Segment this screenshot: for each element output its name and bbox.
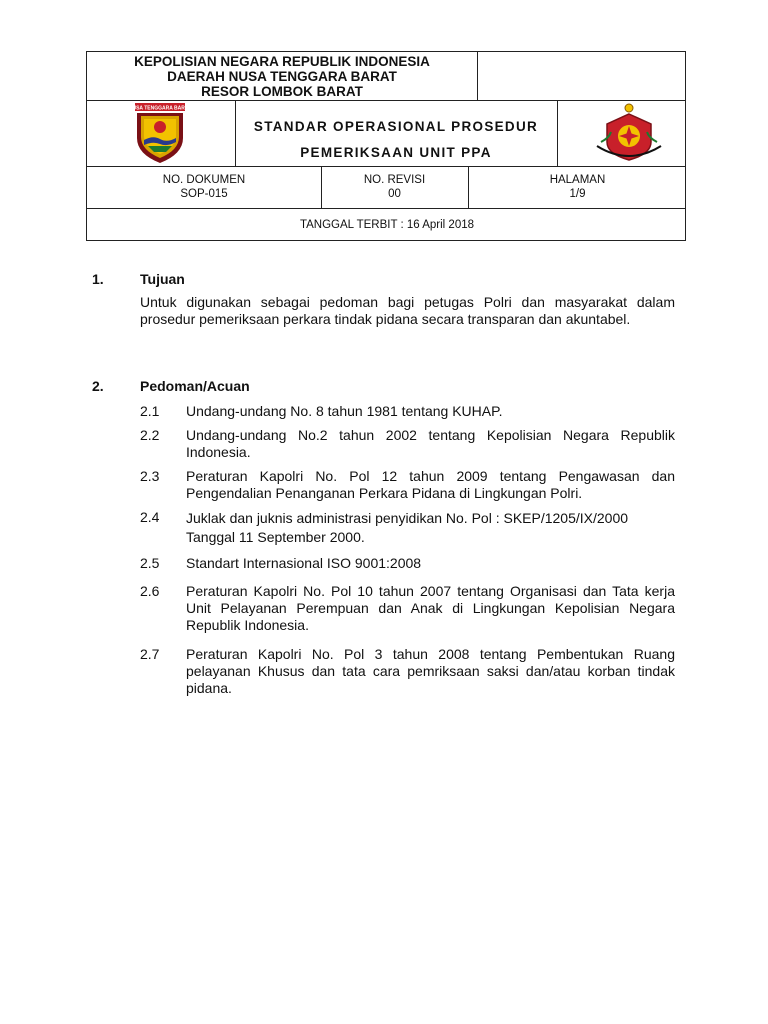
org-line: RESOR LOMBOK BARAT [201, 84, 363, 99]
list-item-text: Standart Internasional ISO 9001:2008 [186, 555, 422, 571]
revision-number-cell [321, 173, 468, 201]
document-number-label: NO. DOKUMEN [162, 174, 246, 186]
org-line: KEPOLISIAN NEGARA REPUBLIK INDONESIA [134, 54, 430, 69]
section-title: Tujuan [140, 271, 185, 287]
page-number-value: 1/9 [569, 188, 586, 200]
police-shield-logo [128, 102, 192, 164]
sop-title-line: PEMERIKSAAN UNIT PPA [300, 145, 492, 160]
org-line: DAERAH NUSA TENGGARA BARAT [167, 69, 397, 84]
issue-date: TANGGAL TERBIT : 16 April 2018 [299, 219, 475, 231]
list-item-number: 2.3 [140, 468, 160, 484]
page-number-label: HALAMAN [549, 174, 606, 186]
logo-banner-text: NUSA TENGGARA BARAT [128, 105, 192, 112]
list-item-text: Peraturan Kapolri No. Pol 3 tahun 2008 tentang Pembentukan Ruang pelayanan Khusus dan tata cara pemriksaan saksi dan/atau korban tindak pidana. [186, 646, 675, 696]
list-item-text: Undang-undang No. 8 tahun 1981 tentang KUHAP. [186, 403, 503, 419]
revision-number-value: 00 [388, 188, 401, 200]
revision-number-label: NO. REVISI [363, 174, 426, 186]
header-divider [87, 208, 685, 209]
list-item-number: 2.2 [140, 427, 160, 443]
document-header-table [86, 51, 686, 241]
section-paragraph: Untuk digunakan sebagai pedoman bagi petugas Polri dan masyarakat dalam prosedur pemeriksaan perkara tindak pidana secara transparan dan akuntabel. [140, 294, 675, 327]
organization-name [87, 52, 477, 100]
sop-title [235, 100, 557, 166]
list-item-text: Peraturan Kapolri No. Pol 12 tahun 2009 tentang Pengawasan dan Pengendalian Penanganan Perkara Pidana di Lingkungan Polri. [186, 468, 675, 501]
header-divider [87, 166, 685, 167]
list-item-line: Tanggal 11 September 2000. [186, 529, 365, 545]
list-item-text: Undang-undang No.2 tahun 2002 tentang Kepolisian Negara Republik Indonesia. [186, 427, 675, 460]
list-item-number: 2.1 [140, 403, 160, 419]
section-number: 2. [92, 378, 104, 394]
header-divider [477, 52, 478, 100]
list-item-number: 2.4 [140, 509, 160, 525]
list-item-text [186, 509, 675, 547]
sop-title-line: STANDAR OPERASIONAL PROSEDUR [253, 119, 539, 134]
page-number-cell [468, 173, 687, 201]
list-item-text: Peraturan Kapolri No. Pol 10 tahun 2007 tentang Organisasi dan Tata kerja Unit Pelayanan Perempuan dan Anak di Lingkungan Kepolisian Negara Republik Indonesia. [186, 583, 675, 633]
section-number: 1. [92, 271, 104, 287]
section-title: Pedoman/Acuan [140, 378, 250, 394]
police-shield-icon [128, 102, 192, 164]
document-number-cell [87, 173, 321, 201]
emblem-logo [593, 102, 665, 164]
list-item-line: Juklak dan juknis administrasi penyidikan No. Pol : SKEP/1205/IX/2000 [186, 510, 629, 526]
list-item-number: 2.5 [140, 555, 160, 571]
emblem-icon [593, 102, 665, 164]
list-item-number: 2.6 [140, 583, 160, 599]
list-item-number: 2.7 [140, 646, 160, 662]
document-number-value: SOP-015 [180, 188, 228, 200]
header-divider [557, 100, 558, 166]
